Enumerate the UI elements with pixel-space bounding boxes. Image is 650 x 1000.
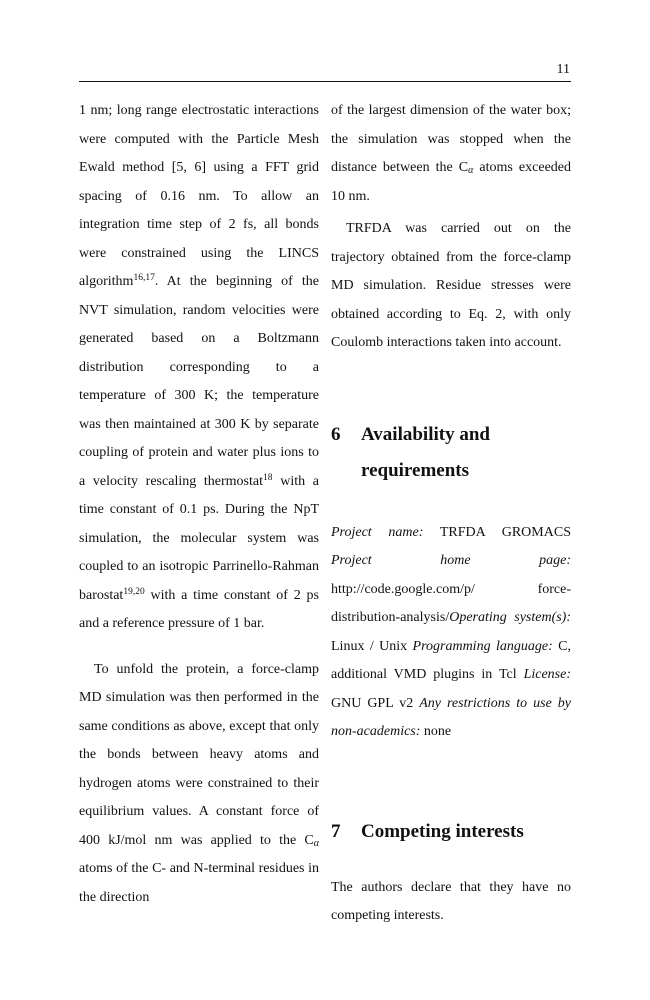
field-value: TRFDA GROMACS — [423, 524, 571, 540]
text-run: To unfold the protein, a force-clamp MD simulation was then performed in the same conditions as above, except that only the bonds between heavy atoms and hydrogen atoms were constrained to their equilibrium values. A constant force of 400 kJ/mol nm was applied to the C — [79, 661, 319, 848]
text-run: atoms exceeded 10 nm. — [331, 160, 571, 204]
field-label: Programming language: — [412, 638, 553, 654]
citation-ref: 19,20 — [123, 586, 145, 597]
text-run: of the largest dimension of the water box; the simulation was stopped when the distance between the C — [331, 103, 571, 175]
methods-paragraph-1 — [79, 97, 319, 639]
text-run: atoms of the C- and N-terminal residues in the direction — [79, 861, 319, 905]
section-heading-availability — [331, 417, 571, 489]
section-number: 6 — [331, 423, 341, 445]
section-title: Competing interests — [361, 820, 524, 842]
text-run: 1 nm; long range electrostatic interactions were computed with the Particle Mesh Ewald method [5, 6] using a FFT grid spacing of 0.16 nm. To allow an integration time step of 2 fs, all bonds were constrained using the LINCS algorithm — [79, 103, 319, 289]
text-run: with a time constant of 2 ps and a reference pressure of 1 bar. — [79, 587, 319, 631]
field-label: Operating system(s): — [449, 610, 571, 625]
field-value: C, additional VMD plugins in Tcl — [331, 638, 571, 682]
methods-paragraph-continued — [331, 97, 571, 211]
section-title: Availability and requirements — [361, 423, 490, 481]
field-label: Project home page: — [331, 553, 571, 568]
field-label: License: — [523, 667, 571, 682]
citation-ref: 16,17 — [133, 273, 155, 283]
left-column — [79, 97, 319, 912]
right-column — [331, 97, 571, 931]
text-run: with a time constant of 0.1 ps. During the NpT simulation, the molecular system was coupled to an isotropic Parrinello-Rahman barostat — [79, 473, 319, 603]
alpha-subscript: α — [468, 165, 474, 176]
section-heading-competing-interests — [331, 814, 571, 850]
competing-interests-paragraph: The authors declare that they have no competing interests. — [331, 879, 571, 923]
field-label: Any restrictions to use by non-academics: — [331, 695, 571, 739]
field-label: Project name: — [331, 524, 424, 540]
field-value: Linux / Unix — [331, 638, 413, 654]
field-value: none — [420, 724, 452, 739]
alpha-subscript: α — [313, 837, 319, 849]
header-rule — [79, 81, 571, 82]
availability-paragraph — [331, 519, 571, 747]
citation-ref: 18 — [263, 472, 273, 483]
trfda-paragraph: TRFDA was carried out on the trajectory obtained from the force-clamp MD simulation. Residue stresses were obtained according to Eq. 2, with only Coulomb interactions taken into account. — [331, 221, 571, 350]
section-number: 7 — [331, 820, 341, 842]
field-value: GNU GPL v2 — [331, 695, 420, 711]
methods-paragraph-2 — [79, 656, 319, 913]
home-page-url: http://code.google.com/p/ force-distribution-analysis/ — [331, 581, 571, 625]
text-run: . At the beginning of the NVT simulation, random velocities were generated based on a Boltzmann distribution corresponding to a temperature of 300 K; the temperature was then maintained at 300 K by separate coupling of protein and water plus ions to a velocity rescaling thermostat — [79, 274, 319, 489]
page-number: 11 — [556, 62, 570, 77]
